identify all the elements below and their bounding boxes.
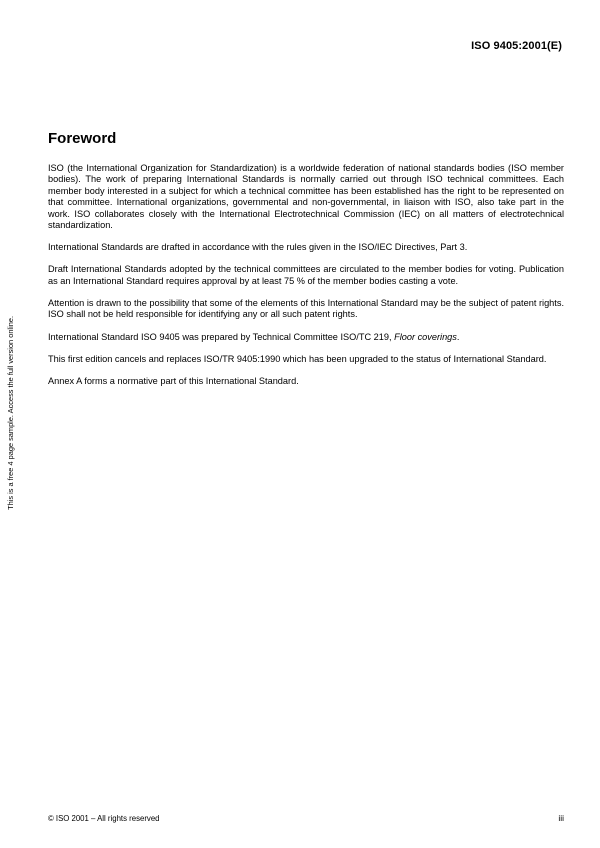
copyright-notice: © ISO 2001 – All rights reserved — [48, 814, 160, 823]
paragraph-voting: Draft International Standards adopted by the technical committees are circulated to the member bodies for voting. Publication as an International Standard requires approval by at least 75 % of the member bodies casting a vote. — [48, 264, 564, 286]
page-title: Foreword — [48, 130, 117, 147]
paragraph-drafting-rules: International Standards are drafted in accordance with the rules given in the ISO/IEC Directives, Part 3. — [48, 242, 468, 253]
paragraph-iso-intro: ISO (the International Organization for Standardization) is a worldwide federation of national standards bodies (ISO member bodies). The work of preparing International Standards is normally carried out through ISO technical committees. Each member body interested in a subject for which a technical committee has been established has the right to be represented on that committee. International organizations, governmental and non-governmental, in liaison with ISO, also take part in the work. ISO collaborates closely with the International Electrotechnical Commission (IEC) on all matters of electrotechnical standardization. — [48, 163, 564, 231]
paragraph-patent-rights: Attention is drawn to the possibility that some of the elements of this International Standard may be the subject of patent rights. ISO shall not be held responsible for identifying any or all such patent rights. — [48, 298, 564, 320]
paragraph-committee — [48, 332, 564, 343]
committee-title: Floor coverings — [394, 331, 457, 342]
paragraph-annex: Annex A forms a normative part of this International Standard. — [48, 376, 299, 387]
sample-watermark-note: This is a free 4 page sample. Access the full version online. — [6, 316, 15, 510]
committee-text: International Standard ISO 9405 was prepared by Technical Committee ISO/TC 219, — [48, 331, 395, 342]
document-code: ISO 9405:2001(E) — [471, 40, 562, 52]
page-number: iii — [558, 813, 564, 823]
paragraph-edition: This first edition cancels and replaces ISO/TR 9405:1990 which has been upgraded to the status of International Standard. — [48, 353, 547, 364]
committee-period: . — [456, 331, 460, 342]
foreword-body — [48, 163, 564, 398]
